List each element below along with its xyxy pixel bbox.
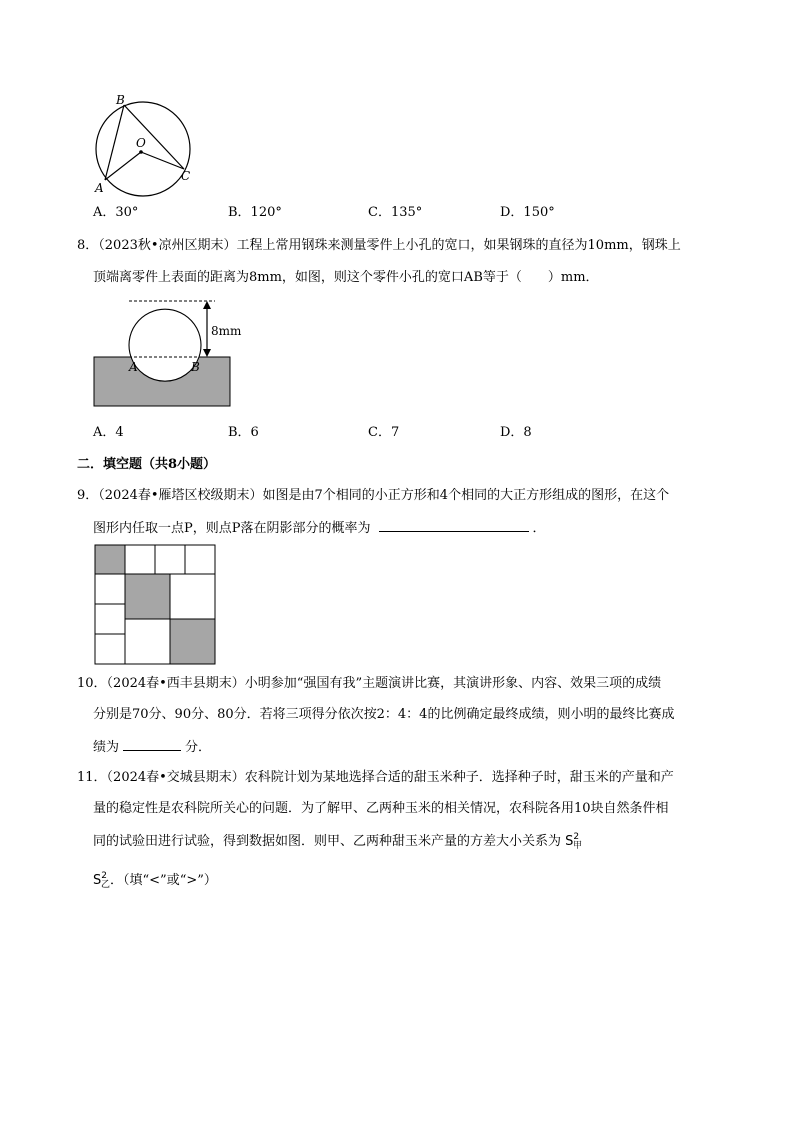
label-a: A [129, 360, 138, 374]
label-a: A [95, 181, 104, 195]
q10-answer-blank[interactable] [123, 738, 181, 751]
q9-line-2 [93, 519, 546, 537]
q11-line-4 [93, 873, 217, 890]
label-o: O [136, 136, 146, 150]
q10-line-2: 分别是70分、90分、80分．若将三项得分依次按2：4：4的比例确定最终成绩，则小明的最终比赛成 [93, 707, 675, 722]
q8-option-c: C．7 [368, 425, 400, 440]
label-8mm: 8mm [211, 324, 242, 338]
q9-line-2-text: 图形内任取一点P，则点P落在阴影部分的概率为 [93, 521, 371, 536]
q10-line-3 [93, 738, 211, 756]
label-b: B [116, 93, 125, 107]
q7-option-c: C．135° [368, 205, 423, 220]
q9-answer-blank[interactable] [379, 519, 529, 532]
q8-option-a: A．4 [93, 425, 124, 440]
q8-option-d: D．8 [500, 425, 532, 440]
q8-line-1: 8．（2023秋•凉州区期末）工程上常用钢珠来测量零件上小孔的宽口，如果钢珠的直径为10mm，钢珠上 [77, 238, 681, 253]
q9-line-2-end: ． [532, 521, 546, 536]
q11-line-3 [93, 834, 582, 851]
label-b: B [191, 360, 200, 374]
section-fill-blank-heading: 二．填空题（共8小题） [77, 457, 217, 472]
s-yi-variance: $S^2_乙$ [93, 871, 111, 890]
circle-angle-figure [88, 92, 200, 202]
q8-option-b: B．6 [228, 425, 259, 440]
q11-line-4-end: ．（填“<”或“>”） [110, 873, 217, 888]
s-jia-variance: $S^2_甲$ [565, 832, 583, 851]
q10-line-1: 10．（2024春•西丰县期末）小明参加“强国有我”主题演讲比赛，其演讲形象、内容、效果三项的成绩 [77, 676, 662, 691]
q11-line-1: 11．（2024春•交城县期末）农科院计划为某地选择合适的甜玉米种子．选择种子时，甜玉米的产量和产 [77, 770, 674, 785]
q10-line-3-end: 分． [185, 740, 212, 755]
q7-option-d: D．150° [500, 205, 555, 220]
steel-ball-figure [93, 296, 243, 410]
label-c: C [181, 169, 191, 183]
q8-line-2: 顶端离零件上表面的距离为8mm，如图，则这个零件小孔的宽口AB等于（ ）mm． [93, 270, 599, 285]
q7-option-b: B．120° [228, 205, 282, 220]
squares-figure [94, 544, 218, 666]
q9-line-1: 9．（2024春•雁塔区校级期末）如图是由7个相同的小正方形和4个相同的大正方形组成的图形，在这个 [77, 488, 670, 503]
q11-line-3-text: 同的试验田进行试验，得到数据如图．则甲、乙两种甜玉米产量的方差大小关系为 [93, 834, 562, 849]
q7-option-a: A．30° [93, 205, 139, 220]
q10-line-3-text: 绩为 [93, 740, 120, 755]
q11-line-2: 量的稳定性是农科院所关心的问题．为了解甲、乙两种玉米的相关情况，农科院各用10块自然条件相 [93, 801, 669, 816]
